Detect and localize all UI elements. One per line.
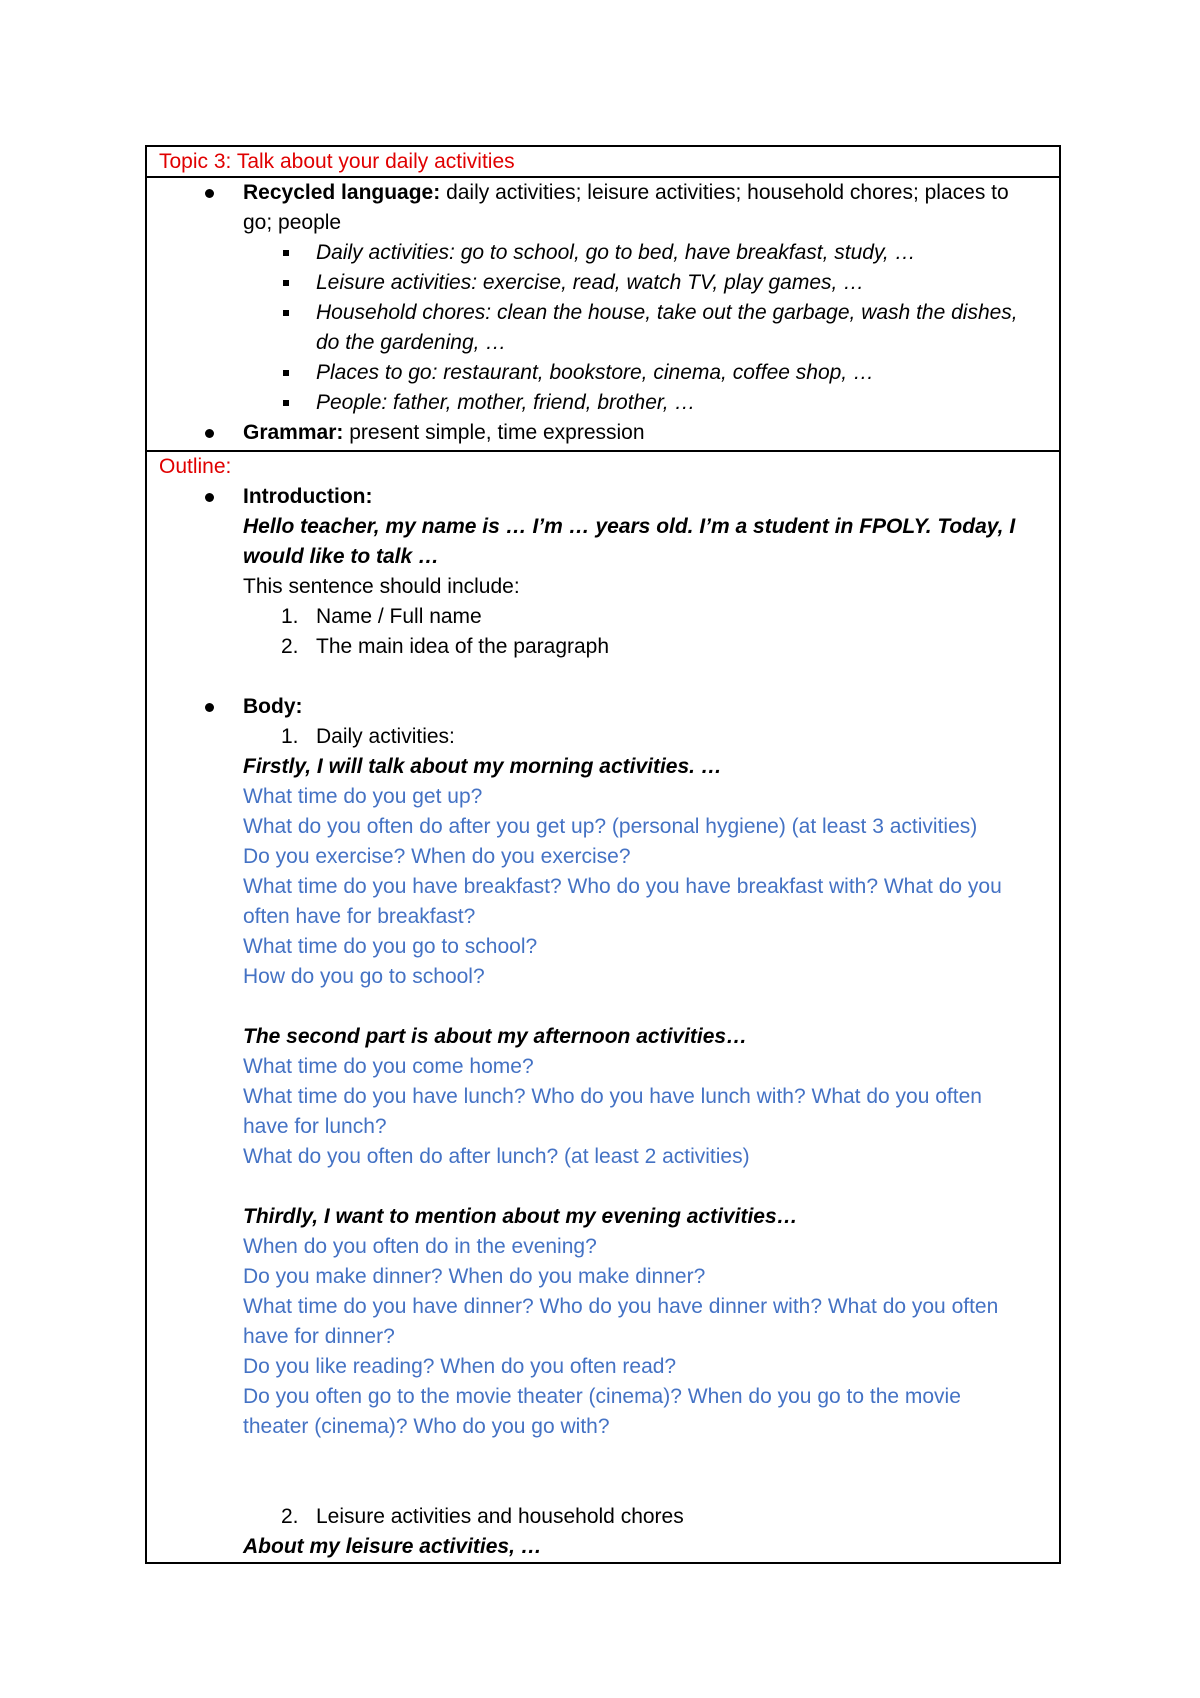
spacer [159,1472,1047,1502]
recycled-subitem-daily: Daily activities: go to school, go to bed, have breakfast, study, … [159,238,1047,268]
outline-cell [147,452,1059,1562]
introduction-heading: Introduction: [159,482,1047,512]
spacer [159,1442,1047,1472]
recycled-subitem-people: People: father, mother, friend, brother, … [159,388,1047,418]
evening-question: When do you often do in the evening? [243,1235,597,1258]
morning-lead: Firstly, I will talk about my morning activities. … [243,755,722,778]
morning-question: What do you often do after you get up? (personal hygiene) (at least 3 activities) [243,815,978,838]
body-heading: Body: [159,692,1047,722]
grammar-text: present simple, time expression [343,421,645,444]
topic-table [145,145,1061,1564]
introduction-point [159,632,1047,662]
body-section-leisure [159,1502,1047,1532]
recycled-subitem-leisure: Leisure activities: exercise, read, watch TV, play games, … [159,268,1047,298]
evening-question: Do you like reading? When do you often read? [243,1355,677,1378]
recycled-language-label: Recycled language: [243,181,441,204]
grammar-label: Grammar: [243,421,344,444]
introduction-point-number: 2. [281,635,299,658]
section-title: Daily activities: [316,725,455,748]
topic-header-cell [147,147,1059,178]
introduction-point-number: 1. [281,605,299,628]
spacer [159,1172,1047,1202]
morning-question: What time do you have breakfast? Who do you have breakfast with? What do you [243,875,1002,898]
afternoon-question: have for lunch? [243,1115,387,1138]
afternoon-question: What do you often do after lunch? (at least 2 activities) [243,1145,750,1168]
evening-question: Do you make dinner? When do you make dinner? [243,1265,706,1288]
recycled-language-text: daily activities; leisure activities; household chores; places to [440,181,1009,204]
morning-question: How do you go to school? [243,965,485,988]
leisure-lead: About my leisure activities, … [243,1535,542,1558]
evening-question: have for dinner? [243,1325,395,1348]
morning-question: What time do you go to school? [243,935,538,958]
afternoon-question: What time do you have lunch? Who do you have lunch with? What do you often [243,1085,982,1108]
introduction-point [159,602,1047,632]
recycled-language-item [159,178,1047,208]
grammar-item [159,418,1047,448]
afternoon-question: What time do you come home? [243,1055,534,1078]
evening-question: theater (cinema)? Who do you go with? [243,1415,610,1438]
evening-lead: Thirdly, I want to mention about my evening activities… [243,1205,798,1228]
afternoon-lead: The second part is about my afternoon activities… [243,1025,748,1048]
spacer [159,992,1047,1022]
language-cell [147,178,1059,452]
spacer [159,662,1047,692]
evening-question: Do you often go to the movie theater (cinema)? When do you go to the movie [243,1385,961,1408]
introduction-point-text: Name / Full name [316,605,482,628]
recycled-subitem-household-cont: do the gardening, … [316,331,507,354]
section-number: 2. [281,1505,299,1528]
introduction-sample: Hello teacher, my name is … I’m … years old. I’m a student in FPOLY. Today, I [243,515,1016,538]
morning-question: often have for breakfast? [243,905,476,928]
evening-question: What time do you have dinner? Who do you have dinner with? What do you often [243,1295,999,1318]
section-number: 1. [281,725,299,748]
introduction-include-label: This sentence should include: [243,575,520,598]
body-section-daily [159,722,1047,752]
morning-question: Do you exercise? When do you exercise? [243,845,631,868]
introduction-point-text: The main idea of the paragraph [316,635,610,658]
section-title: Leisure activities and household chores [316,1505,684,1528]
recycled-language-text-cont: go; people [243,211,342,234]
introduction-sample-cont: would like to talk … [243,545,440,568]
morning-question: What time do you get up? [243,785,483,808]
outline-label: Outline: [159,455,232,478]
recycled-subitem-household: Household chores: clean the house, take out the garbage, wash the dishes, [159,298,1047,328]
topic-title: Topic 3: Talk about your daily activities [159,150,515,173]
recycled-subitem-places: Places to go: restaurant, bookstore, cinema, coffee shop, … [159,358,1047,388]
